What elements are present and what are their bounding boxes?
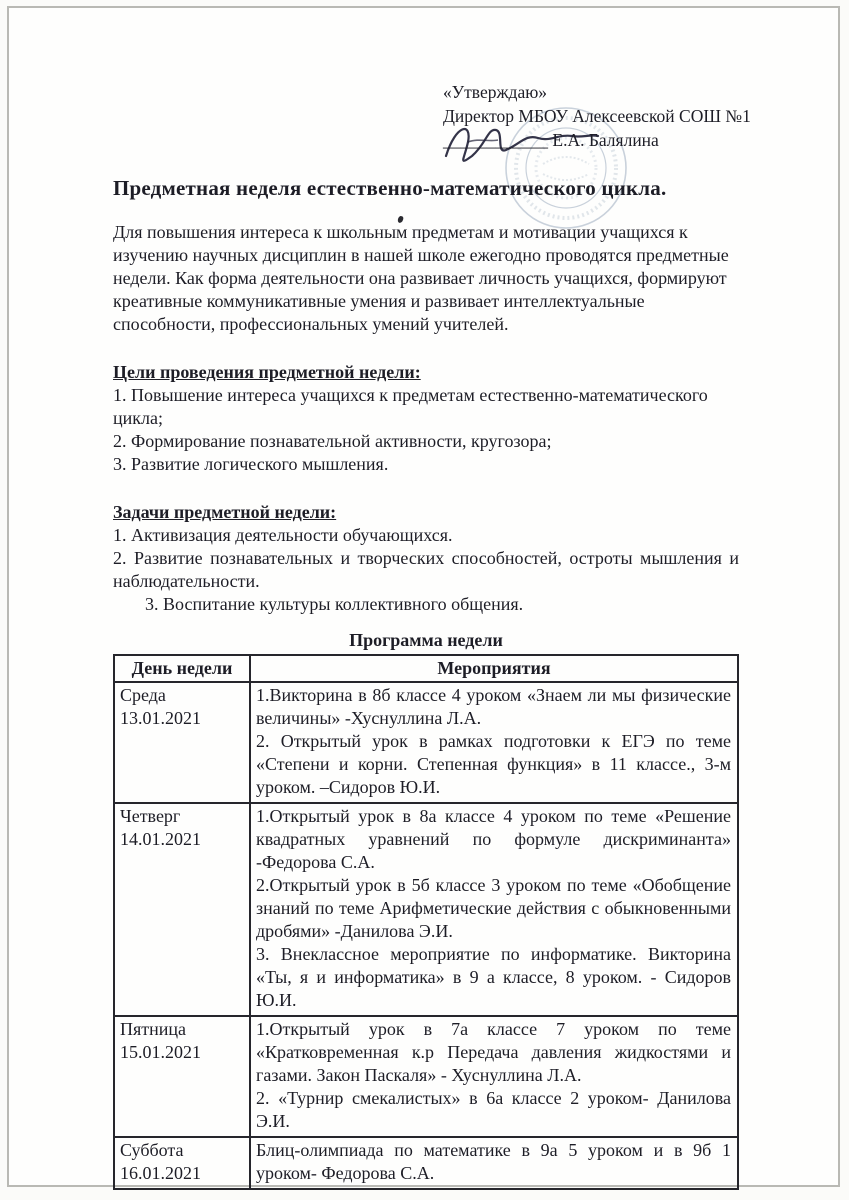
goals-item-1: 1. Повышение интереса учащихся к предметам естественно-математического цикла;: [113, 385, 708, 428]
event-item: 2. «Турнир смекалистых» в 6а классе 2 уроком- Данилова Э.И.: [256, 1088, 731, 1131]
column-header-events: Мероприятия: [250, 655, 738, 682]
event-item: 2.Открытый урок в 5б классе 3 уроком по теме «Обобщение знаний по теме Арифметические действия с обыкновенными дробями» -Данилова Э.И.: [256, 875, 731, 941]
program-table: [113, 654, 739, 1190]
day-date: 13.01.2021: [120, 708, 201, 728]
day-cell: [114, 1137, 250, 1189]
day-name: Пятница: [120, 1019, 187, 1039]
table-row: [114, 682, 738, 803]
table-header-row: [114, 655, 738, 682]
event-item: 1.Открытый урок в 7а классе 7 уроком по теме «Кратковременная к.р Передача давления жидкостями и газами. Закон Паскаля» - Хуснуллина Л.А.: [256, 1019, 731, 1085]
day-date: 16.01.2021: [120, 1163, 201, 1183]
day-date: 15.01.2021: [120, 1042, 201, 1062]
tasks-heading: Задачи предметной недели:: [113, 502, 337, 522]
goals-item-3: 3. Развитие логического мышления.: [113, 454, 389, 474]
tasks-item-2: 2. Развитие познавательных и творческих способностей, остроты мышления и наблюдательности.: [113, 548, 739, 591]
goals-heading: Цели проведения предметной недели:: [113, 362, 421, 382]
tasks-item-1: 1. Активизация деятельности обучающихся.: [113, 525, 453, 545]
event-item: 2. Открытый урок в рамках подготовки к ЕГЭ по теме «Степени и корни. Степенная функция» в 11 классе., 3-м уроком. –Сидоров Ю.И.: [256, 731, 731, 797]
event-item: 1.Открытый урок в 8а классе 4 уроком по теме «Решение квадратных уравнений по формуле дискриминанта» -Федорова С.А.: [256, 806, 731, 872]
day-cell: [114, 682, 250, 803]
tasks-item-3: 3. Воспитание культуры коллективного общения.: [145, 594, 524, 614]
event-item: 3. Внеклассное мероприятие по информатике. Викторина «Ты, я и информатика» в 9 а классе, 8 уроком. - Сидоров Ю.И.: [256, 944, 731, 1010]
events-cell: [250, 1137, 738, 1189]
day-cell: [114, 803, 250, 1016]
approval-word: «Утверждаю»: [443, 82, 548, 102]
approval-block: [443, 80, 751, 152]
day-cell: [114, 1016, 250, 1137]
event-item: Блиц-олимпиада по математике в 9а 5 уроком и в 9б 1 уроком- Федорова С.А.: [256, 1140, 731, 1183]
program-heading: Программа недели: [349, 630, 503, 650]
goals-item-2: 2. Формирование познавательной активности, кругозора;: [113, 431, 552, 451]
approval-signature-line: ____________ Е.А. Балялина: [443, 130, 659, 150]
day-name: Суббота: [120, 1140, 184, 1160]
events-cell: [250, 803, 738, 1016]
approval-director-line: Директор МБОУ Алексеевской СОШ №1: [443, 106, 751, 126]
table-row: [114, 1016, 738, 1137]
events-cell: [250, 1016, 738, 1137]
column-header-day: День недели: [114, 655, 250, 682]
day-date: 14.01.2021: [120, 829, 201, 849]
day-name: Четверг: [120, 806, 181, 826]
document-content: [113, 80, 751, 1190]
events-cell: [250, 682, 738, 803]
table-row: [114, 803, 738, 1016]
table-row: [114, 1137, 738, 1189]
intro-paragraph: Для повышения интереса к школьным предметам и мотивации учащихся к изучению научных дисциплин в нашей школе ежегодно проводятся предметные недели. Как форма деятельности она развивает личность учащихся, формируют креативные коммуникативные умения и развивает интеллектуальные способности, профессиональных умений учителей.: [113, 222, 729, 334]
day-name: Среда: [120, 685, 166, 705]
event-item: 1.Викторина в 8б классе 4 уроком «Знаем ли мы физические величины» -Хуснуллина Л.А.: [256, 685, 731, 728]
document-title: Предметная неделя естественно-математического цикла.: [113, 176, 667, 200]
